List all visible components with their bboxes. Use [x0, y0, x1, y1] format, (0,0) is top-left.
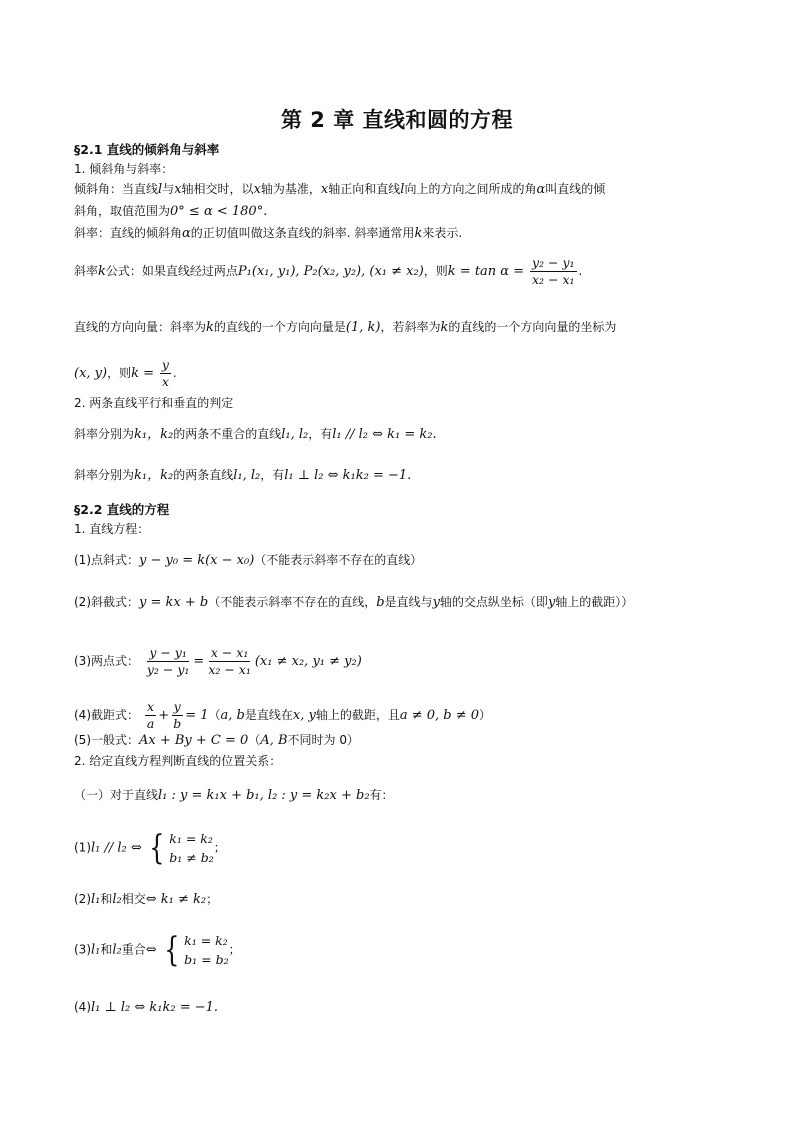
text: 轴为基准，	[260, 182, 321, 196]
fraction-x-a	[145, 699, 156, 732]
var-l: l	[158, 182, 163, 197]
intercept-form: (4)截距式： $\frac{x}{a}$ + $\frac{y}{b}$ = 1（a, b是直线在x, y轴上的截距，且a ≠ 0, b ≠ 0）	[74, 699, 492, 731]
direction-vector: (1, k)	[345, 320, 381, 335]
note: （不能表示斜率不存在的直线）	[254, 553, 423, 567]
two-point-form: (3)两点式： $\frac{\text{y − y₁}}{\text{y₂ − y₁}}$ = $\frac{\text{x − x₁}}{\text{x₂ − x₁}}$ (x₁ ≠ x₂, y₁ ≠ y₂)	[74, 645, 362, 677]
text: 来表示.	[422, 226, 463, 240]
subsection-1-title: 1. 直线方程：	[74, 522, 150, 536]
point-slope-form	[74, 551, 422, 570]
text: (4)	[74, 1000, 91, 1014]
case-parallel	[74, 828, 226, 868]
l1: l₁	[91, 892, 101, 907]
fraction-y	[145, 645, 192, 678]
vector-xy: (x, y)	[74, 366, 108, 381]
slope-formula: 斜率k公式：如果直线经过两点P₁(x₁, y₁), P₂(x₂, y₂), (x₁ ≠ x₂)，则k = tan α = $\frac{\text{y₂ − y₁}}{\text{x₂ − x₁}}$ .	[74, 255, 583, 287]
numerator: y − y₁	[149, 645, 187, 660]
chapter-title: 第 2 章 直线和圆的方程	[280, 108, 514, 132]
row: k₁ = k₂	[184, 933, 228, 948]
numerator: x	[147, 699, 155, 714]
text: 与	[162, 182, 175, 196]
text: ；	[228, 942, 241, 957]
var-k: k	[98, 264, 106, 279]
text: 的正切值叫做这条直线的斜率. 斜率通常用	[190, 226, 415, 240]
text: 和	[100, 942, 113, 957]
text: 相交	[121, 892, 146, 906]
numerator: y₂ − y₁	[531, 255, 575, 270]
lines: l₁, l₂	[281, 427, 309, 442]
text: ，若斜率为	[380, 320, 441, 334]
note: （	[208, 708, 221, 722]
text: (3)	[74, 942, 91, 957]
parallel-relation: l₁ // l₂ ⇔ k₁ = k₂.	[332, 427, 437, 442]
case-coincide	[74, 930, 241, 970]
text: 的直线的一个方向向量的坐标为	[448, 320, 617, 334]
text: 斜率分别为	[74, 468, 135, 482]
relation: ⇔ k₁ ≠ k₂	[145, 892, 207, 907]
note: （	[248, 733, 261, 747]
text: (5)一般式：	[74, 733, 139, 747]
perpendicular-relation: l₁ ⊥ l₂ ⇔ k₁k₂ = −1.	[284, 468, 412, 483]
note: 是直线与	[384, 595, 433, 609]
var-k: k	[440, 320, 449, 335]
text: 向上的方向之间所成的角	[404, 182, 537, 196]
var-y: y	[547, 595, 556, 610]
k-fraction	[160, 357, 171, 390]
var-x: x	[253, 182, 261, 197]
text: 斜率：直线的倾斜角	[74, 226, 183, 240]
text: 的直线的一个方向向量是	[213, 320, 346, 334]
xy: x, y	[292, 708, 316, 723]
text: (4)截距式：	[74, 708, 139, 722]
text: ，则	[107, 366, 132, 380]
var-b: b	[376, 595, 385, 610]
slope-definition	[74, 224, 462, 243]
slopes: k₁，k₂	[134, 427, 174, 442]
text: ，有	[260, 468, 285, 482]
equation: Ax + By + C = 0	[139, 733, 249, 748]
var-alpha: α	[182, 226, 191, 241]
var-x: x	[320, 182, 329, 197]
condition: a ≠ 0, b ≠ 0	[399, 708, 480, 723]
slope-fraction	[530, 255, 577, 288]
text: 斜率	[74, 264, 99, 278]
note: （不能表示斜率不存在的直线，	[208, 595, 377, 609]
arrow: ⇔	[145, 942, 157, 958]
text: 和	[100, 892, 113, 906]
text: 的两条不重合的直线	[173, 427, 282, 441]
inclination-definition-line2	[74, 202, 267, 221]
direction-vector-line2: (x, y)，则k = $\frac{y}{x}$ .	[74, 357, 177, 389]
text: ；	[206, 892, 219, 906]
text: (1)点斜式：	[74, 553, 139, 567]
slope-intercept-form	[74, 593, 633, 612]
l1: l₁	[91, 942, 101, 958]
var-k: k	[414, 226, 423, 241]
case-intro	[74, 786, 394, 805]
subsection-2-title: 2. 给定直线方程判断直线的位置关系：	[74, 754, 282, 768]
denominator: a	[146, 716, 155, 731]
var-x: x	[174, 182, 182, 197]
numerator: x − x₁	[210, 645, 249, 660]
slopes: k₁，k₂	[134, 468, 174, 483]
general-form	[74, 731, 359, 750]
formula-lhs: k = tan α =	[447, 264, 525, 279]
text: 的两条直线	[173, 468, 234, 482]
denominator: x₂ − x₁	[531, 272, 575, 287]
text: 公式：如果直线经过两点	[105, 264, 238, 278]
equation: y − y₀ = k(x − x₀)	[139, 553, 255, 568]
text: 斜角，取值范围为	[74, 204, 171, 218]
text: 轴正向和直线	[328, 182, 401, 196]
text: (2)	[74, 892, 91, 906]
text: 重合	[121, 942, 146, 957]
lines-equations: l₁ : y = k₁x + b₁, l₂ : y = k₂x + b₂	[158, 788, 370, 803]
row: b₁ = b₂	[184, 952, 229, 967]
text: 有：	[369, 788, 394, 802]
text: (1)	[74, 840, 91, 855]
note: 轴上的截距））	[555, 595, 634, 609]
l2: l₂	[112, 942, 122, 958]
relation: l₁ // l₂ ⇔	[91, 840, 142, 856]
subsection-1-title: 1. 倾斜角与斜率：	[74, 162, 174, 176]
text: ，有	[308, 427, 333, 441]
formula-points: P₁(x₁, y₁), P₂(x₂, y₂), (x₁ ≠ x₂)	[237, 264, 424, 279]
var-alpha: α	[536, 182, 546, 197]
subsection-2-title: 2. 两条直线平行和垂直的判定	[74, 396, 234, 410]
k-eq: k =	[131, 366, 155, 381]
row: k₁ = k₂	[169, 831, 213, 846]
denominator: b	[173, 716, 182, 731]
text: ，则	[423, 264, 448, 278]
l2: l₂	[112, 892, 122, 907]
numerator: y	[173, 699, 181, 714]
text: (3)两点式：	[74, 654, 139, 668]
text: 斜率分别为	[74, 427, 135, 441]
equation: y = kx + b	[139, 595, 209, 610]
case-intersect	[74, 890, 218, 909]
numerator: y	[161, 357, 169, 372]
perpendicular-criterion	[74, 466, 411, 485]
case-perpendicular	[74, 998, 218, 1017]
note: 轴上的截距，且	[315, 708, 400, 722]
var-y: y	[432, 595, 440, 610]
denominator: x₂ − x₁	[208, 662, 251, 677]
section-2-1-heading: §2.1 直线的倾斜角与斜率	[74, 142, 220, 157]
text: 倾斜角：当直线	[74, 182, 159, 196]
inclination-range: 0° ≤ α < 180°.	[170, 204, 268, 219]
text: 叫直线的倾	[545, 182, 606, 196]
note: 是直线在	[244, 708, 293, 722]
note: 不同时为 0）	[287, 733, 359, 747]
section-2-2-heading: §2.2 直线的方程	[74, 502, 170, 517]
relation: l₁ ⊥ l₂ ⇔ k₁k₂ = −1.	[91, 1000, 219, 1015]
condition: (x₁ ≠ x₂, y₁ ≠ y₂)	[254, 654, 362, 669]
fraction-x	[206, 645, 253, 678]
lines: l₁, l₂	[233, 468, 261, 483]
text: 直线的方向向量：斜率为	[74, 320, 207, 334]
text: (2)斜截式：	[74, 595, 139, 609]
brace-system: { k₁ = k₂ b₁ ≠ b₂	[148, 828, 214, 868]
fraction-y-b	[171, 699, 183, 732]
AB: A, B	[260, 733, 288, 748]
ab: a, b	[220, 708, 245, 723]
denominator: x	[161, 374, 169, 389]
var-l: l	[400, 182, 405, 197]
var-k: k	[206, 320, 214, 335]
note: 轴的交点纵坐标（即	[439, 595, 548, 609]
direction-vector-line1	[74, 318, 616, 337]
brace-system: { k₁ = k₂ b₁ = b₂	[163, 930, 229, 970]
text: ；	[213, 840, 226, 855]
row: b₁ ≠ b₂	[169, 850, 214, 865]
text: （一）对于直线	[74, 788, 159, 802]
text: 轴相交时，以	[181, 182, 254, 196]
parallel-criterion	[74, 425, 437, 444]
note: ）	[479, 708, 492, 722]
inclination-definition-line1	[74, 180, 605, 199]
denominator: y₂ − y₁	[146, 662, 190, 677]
equals-one: = 1	[185, 708, 209, 723]
